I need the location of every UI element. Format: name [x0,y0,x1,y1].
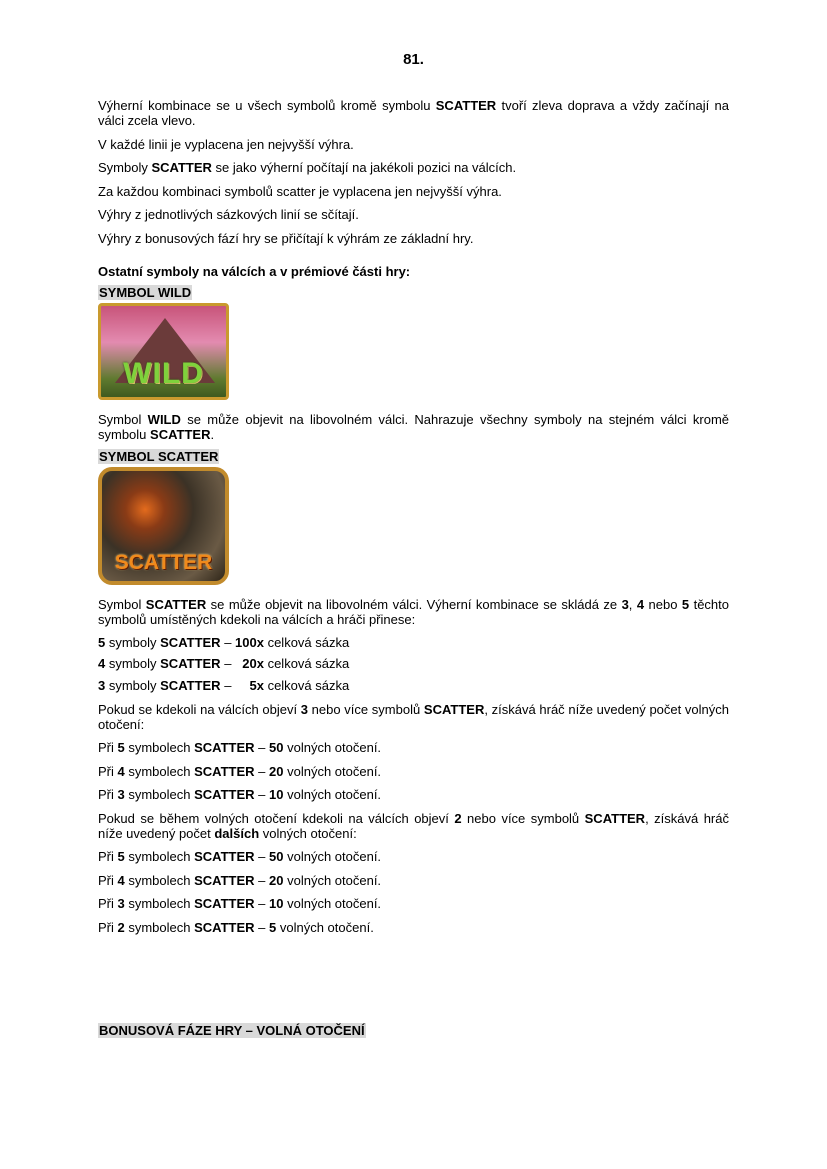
scatter-paragraphs [98,596,733,935]
bold-text: 3 [300,701,308,717]
text-run: Při [98,740,118,755]
bold-text: SCATTER [435,98,497,113]
text-run: volných otočení. [283,740,382,755]
text-run: – [254,740,270,755]
text-run: – [220,656,243,671]
text-run: Pokud se kdekoli na válcích objeví [98,701,301,717]
bold-text: SCATTER [194,872,255,888]
bold-text: WILD [147,411,181,427]
text-run: nebo [644,596,682,612]
paragraph [98,896,729,911]
text-run: – [220,678,250,693]
text-run: , [628,596,637,612]
bold-text: 3 [117,787,125,802]
text-run: Při [98,919,118,935]
paragraph [98,678,729,693]
bold-text: 3 [98,678,106,693]
bonus-heading: BONUSOVÁ FÁZE HRY – VOLNÁ OTOČENÍ [99,1023,365,1038]
text-run: Za každou kombinaci symbolů scatter je vyplacena jen nejvyšší výhra. [98,183,502,199]
paragraph [98,137,729,152]
text-run: volných otočení. [276,919,374,935]
paragraph [98,787,729,802]
wild-heading: SYMBOL WILD [99,284,192,300]
bold-text: 10 [269,896,284,911]
text-run: , získává hráč níže uvedený počet volných otočení: [98,701,733,732]
bold-text: 5 [681,596,690,612]
bold-text: 50 [269,849,284,864]
text-run: symboly [105,656,161,671]
text-run: – [254,872,270,888]
text-run: celková sázka [263,678,350,693]
text-run: – [254,787,270,802]
bold-text: SCATTER [160,678,221,693]
scatter-heading-row [98,449,729,464]
bold-text: 4 [117,872,125,888]
text-run: Pokud se během volných otočení kdekoli na válcích objeví [98,810,455,826]
bold-text: 50 [269,740,284,755]
bold-text: SCATTER [194,740,255,755]
text-run: – [254,919,270,935]
text-run: volných otočení. [283,763,382,779]
bold-text: 5 [117,740,125,755]
bold-text: 5 [98,635,106,650]
section-heading [98,264,729,279]
text-run: Výherní kombinace se u všech symbolů kromě symbolu [98,98,436,113]
bold-text: SCATTER [584,810,646,826]
text-run: – [254,849,270,864]
text-run: . [210,426,215,442]
bold-text: 10 [269,787,284,802]
wild-symbol-image [98,303,229,400]
text-run: symbolech [124,872,195,888]
text-run: symboly [105,635,161,650]
bold-text: 2 [454,810,462,826]
text-run: volných otočení. [283,787,382,802]
bold-text: SCATTER [194,919,255,935]
paragraph [98,810,733,841]
scatter-heading: SYMBOL SCATTER [99,448,219,464]
text-run: Symboly [98,160,152,175]
paragraph [98,635,729,650]
bold-text: dalších [214,825,260,841]
text-run: symbolech [124,787,195,802]
text-run: nebo více symbolů [308,701,424,717]
bold-text: 3 [117,896,125,911]
text-run: těchto symbolů umístěných kdekoli na válcích a hráči přinese: [98,596,733,627]
bold-text: SCATTER [194,896,255,911]
paragraph [98,849,729,864]
paragraph [98,764,729,779]
paragraph [98,656,729,671]
text-run: Při [98,872,118,888]
text-run: se jako výherní počítají na jakékoli pozici na válcích. [211,160,517,175]
bold-text: SCATTER [150,426,211,442]
text-run: celková sázka [263,635,350,650]
text-run: symbolech [124,763,195,779]
bold-text: SCATTER [423,701,485,717]
bold-text: 5 [269,919,277,935]
text-run: volných otočení. [283,872,382,888]
text-run: nebo více symbolů [461,810,585,826]
bold-text: 100x [235,635,264,650]
bold-text: 20 [269,763,284,779]
text-run: Při [98,896,118,911]
paragraph [98,873,729,888]
text-run: – [220,635,236,650]
paragraph [98,920,729,935]
text-run: volných otočení. [283,849,382,864]
bold-text: 4 [636,596,645,612]
page-number: 81. [403,51,424,68]
section-heading-text: Ostatní symboly na válcích a v prémiové části hry: [98,263,411,279]
bold-text: 3 [621,596,629,612]
text-run: symbolech [124,896,195,911]
paragraph [98,160,729,175]
paragraph [98,184,729,199]
text-run: Výhry z jednotlivých sázkových linií se sčítají. [98,207,359,222]
bonus-heading-row [98,1023,729,1038]
text-run: – [254,896,270,911]
bold-text: SCATTER [151,160,212,175]
scatter-symbol-image [98,467,229,585]
bold-text: SCATTER [194,849,255,864]
text-run: se může objevit na libovolném válci. Výherní kombinace se skládá ze [206,596,622,612]
bold-text: SCATTER [160,656,221,671]
text-run: symboly [105,678,161,693]
wild-logo-text: WILD [123,356,204,390]
wild-description [98,411,733,442]
scatter-logo-text: SCATTER [114,550,213,574]
bold-text: 4 [117,763,125,779]
paragraph [98,207,729,222]
bold-text: SCATTER [145,596,207,612]
paragraph [98,740,729,755]
text-run: symbolech [124,849,195,864]
text-run: Při [98,763,118,779]
text-run: se může objevit na libovolném válci. Nahrazuje všechny symboly na stejném válci kromě symbolu [98,411,733,442]
bold-text: SCATTER [160,635,221,650]
text-run: Výhry z bonusových fází hry se přičítají k výhrám ze základní hry. [98,230,474,246]
bold-text: SCATTER [194,787,255,802]
bold-text: 5x [249,678,264,693]
bold-text: 4 [98,656,106,671]
document-body [98,98,733,1047]
bold-text: 20x [242,656,264,671]
text-run: celková sázka [263,656,350,671]
paragraph [98,596,733,627]
text-run: symbolech [124,919,195,935]
text-run: volných otočení: [259,825,357,841]
text-run: symbolech [124,740,195,755]
bold-text: SCATTER [194,763,255,779]
bold-text: 20 [269,872,284,888]
paragraph [98,701,733,732]
text-run: Symbol [98,411,148,427]
bold-text: 5 [117,849,125,864]
text-run: , získává hráč níže uvedený počet [98,810,733,841]
text-run: tvoří zleva doprava a vždy začínají na válci zcela vlevo. [98,98,733,128]
text-run: Symbol [98,596,146,612]
text-run: – [254,763,270,779]
wild-heading-row [98,285,729,300]
text-run: V každé linii je vyplacena jen nejvyšší výhra. [98,136,354,152]
text-run: Při [98,787,118,802]
bold-text: 2 [117,919,125,935]
paragraph [98,231,729,246]
text-run: Při [98,849,118,864]
paragraph [98,98,733,128]
text-run: volných otočení. [283,896,382,911]
